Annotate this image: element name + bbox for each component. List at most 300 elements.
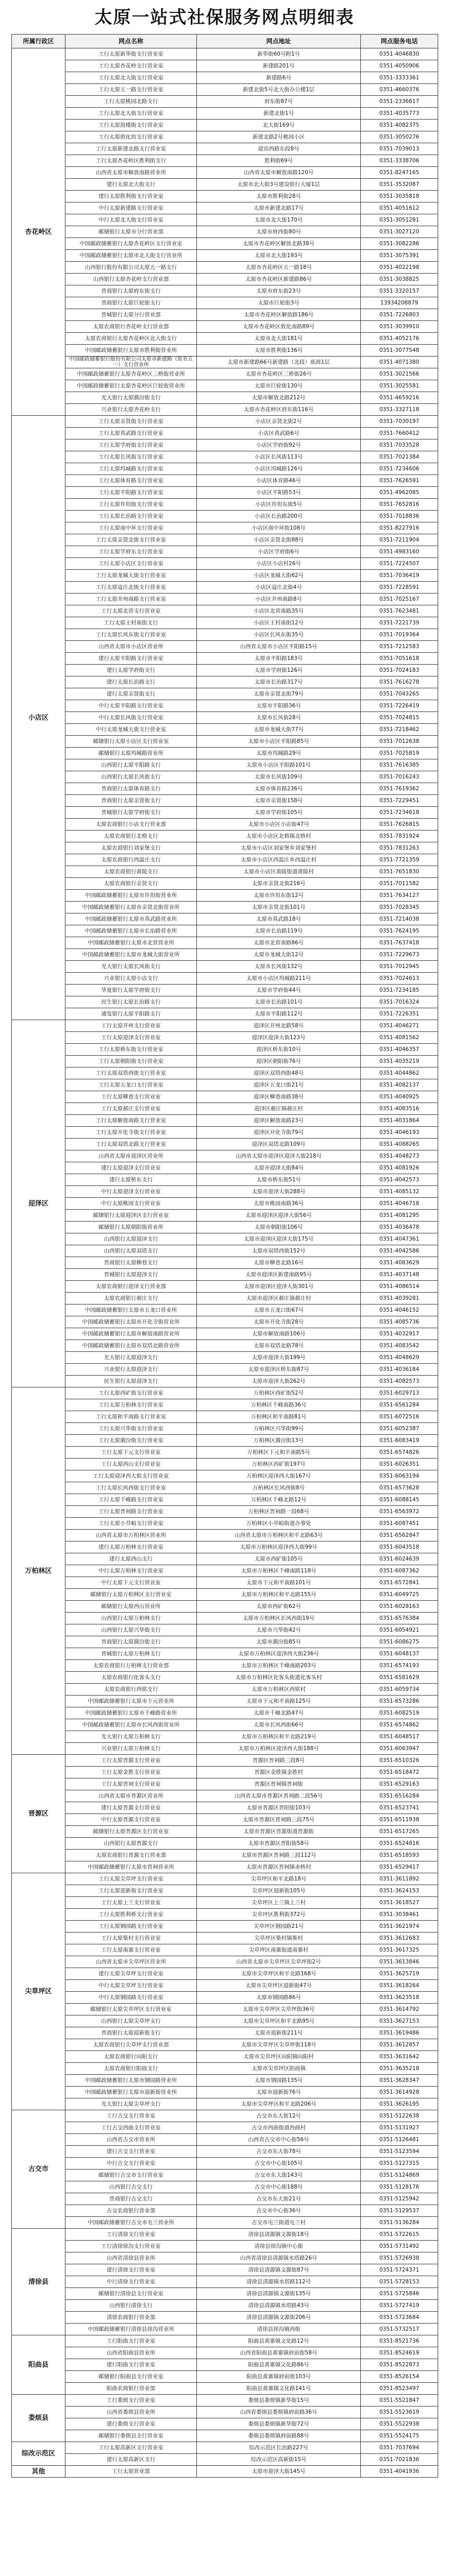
table-row [12,1293,438,1304]
outlet-phone-cell: 0351-3613846 [361,1956,438,1968]
table-row [12,2371,438,2383]
outlet-phone-cell: 0351-7011582 [361,878,438,890]
outlet-name-cell: 太原农商银行杏花岭支行营业部 [65,321,197,333]
outlet-address-cell: 太原市坞城路29号 [197,748,361,759]
outlet-address-cell: 太原市胜利街28号 [197,191,361,202]
outlet-name-cell: 工行太原桥东街支行营业室 [65,1044,197,1056]
outlet-address-cell: 太原市尖草坪区尖草坪街36号 [197,2004,361,2015]
outlet-name-cell: 建行太原亲贤街支行 [65,688,197,700]
outlet-phone-cell: 0351-3075391 [361,250,438,262]
outlet-phone-cell: 0351-6517265 [361,1826,438,1838]
outlet-phone-cell: 0351-6088145 [361,1494,438,1506]
outlet-address-cell: 太原市万柏林区化客头街道化客头村 [197,1672,361,1684]
table-row [12,558,438,570]
outlet-phone-cell: 0351-4042586 [361,1245,438,1257]
header-outlet-address: 网点地址 [197,35,361,48]
outlet-address-cell: 晋源区晋祠镇晋祠街 [197,1778,361,1790]
outlet-phone-cell: 0351-4081926 [361,1162,438,1174]
outlet-address-cell: 太原市胜利街136号 [197,345,361,357]
outlet-address-cell: 小店区平阳路53号 [197,487,361,499]
outlet-address-cell: 新华街60号附1号 [197,48,361,60]
outlet-phone-cell: 0351-6054921 [361,1624,438,1636]
outlet-address-cell: 新建路201号 [197,60,361,72]
outlet-name-cell: 工行太原兴华街支行营业室 [65,1423,197,1435]
outlet-address-cell: 太原市巨轮街130号 [197,380,361,392]
outlet-address-cell: 万柏林区小井峪街道办事处 [197,1518,361,1530]
outlet-name-cell: 中国邮政储蓄银行太原市解放南路营业所 [65,1328,197,1340]
outlet-address-cell: 太原市迎泽大街84号 [197,1162,361,1174]
outlet-name-cell: 工行太原郝庄支行营业室 [65,1103,197,1115]
outlet-name-cell: 建行太原胜利街支行营业室 [65,191,197,202]
outlet-address-cell: 太原市长风西街66号 [197,1719,361,1731]
table-row [12,72,438,84]
table-row [12,1838,438,1850]
outlet-name-cell: 兴业银行太原迎泽支行 [65,1364,197,1376]
outlet-address-cell: 清徐县清源镇文源街87号 [197,2264,361,2276]
outlet-phone-cell: 0351-7619362 [361,783,438,795]
table-row [12,854,438,866]
outlet-name-cell: 工行娄烦支行营业室 [65,2395,197,2406]
outlet-address-cell: 小店区寇庄北街4号 [197,582,361,594]
table-row [12,345,438,357]
outlet-phone-cell: 0351-4036478 [361,1222,438,1233]
outlet-address-cell: 太原市长治路101号 [197,996,361,1008]
district-cell: 晋源区 [12,1755,65,1873]
table-row [12,534,438,546]
outlet-address-cell: 山西省古交市中心街56号 [197,2134,361,2146]
outlet-phone-cell: 0351-7623481 [361,605,438,617]
table-row [12,759,438,771]
table-row [12,2063,438,2075]
outlet-address-cell: 迎泽区双塔北路109号 [197,1139,361,1150]
outlet-address-cell: 太原市兴华街42号 [197,1624,361,1636]
outlet-name-cell: 中国邮政储蓄银行古交市屯兰营业所 [65,2217,197,2229]
outlet-name-cell: 兴业银行太原杏花岭支行 [65,404,197,416]
outlet-phone-cell: 0351-3333361 [361,72,438,84]
outlet-name-cell: 中行太原晋源支行营业室 [65,1814,197,1826]
outlet-phone-cell: 0351-3025581 [361,380,438,392]
outlet-phone-cell: 0351-4086514 [361,1281,438,1293]
outlet-phone-cell: 0351-4046830 [361,48,438,60]
table-row [12,48,438,60]
outlet-address-cell: 山西省清徐县清源镇水塔路26号 [197,2252,361,2264]
outlet-phone-cell: 0351-5125942 [361,2193,438,2205]
outlet-phone-cell: 0351-6511938 [361,1814,438,1826]
table-row [12,1743,438,1755]
table-row [12,451,438,463]
outlet-address-cell: 古交市中心街188号 [197,2181,361,2193]
table-row [12,2324,438,2335]
outlet-phone-cell: 0351-5122638 [361,2110,438,2122]
outlet-phone-cell: 0351-5123594 [361,2146,438,2158]
table-row [12,748,438,759]
outlet-name-cell: 中行太原北大街支行营业室 [65,214,197,226]
outlet-name-cell: 建行太原尖草坪支行营业室 [65,1968,197,1980]
outlet-phone-cell: 0351-4048629 [361,1352,438,1364]
outlet-name-cell: 中国邮政储蓄银行太原市长风西街营业所 [65,1719,197,1731]
outlet-name-cell: 工行太原双塔北路支行营业室 [65,1139,197,1150]
table-row [12,1482,438,1494]
outlet-phone-cell: 0351-4046357 [361,1044,438,1056]
outlet-address-cell: 太原市杏花岭区解放路186号 [197,309,361,321]
outlet-phone-cell: 0351-3050276 [361,131,438,143]
outlet-name-cell: 工行太原上兰支行营业室 [65,1897,197,1909]
outlet-name-cell: 中国邮政储蓄银行股份有限公司太原市新建路（原名五一）支行营业所 [65,357,197,368]
table-row [12,1399,438,1411]
outlet-name-cell: 中国邮政储蓄银行清徐县徐沟营业所 [65,2324,197,2335]
outlet-name-cell: 工行古交西曲支行营业室 [65,2122,197,2134]
outlet-phone-cell: 0351-6028163 [361,1601,438,1613]
outlet-phone-cell: 0351-3077548 [361,345,438,357]
outlet-phone-cell: 0351-4035219 [361,1056,438,1067]
table-row [12,475,438,487]
outlet-phone-cell: 0351-3082286 [361,238,438,250]
outlet-name-cell: 建行太原平阳路支行营业室 [65,653,197,665]
outlet-phone-cell: 0351-7226351 [361,1008,438,1020]
table-row [12,676,438,688]
outlet-address-cell: 迎泽区柳巷南路38号 [197,1091,361,1103]
outlet-address-cell: 太原市迎泽区迎泽大街175号 [197,1233,361,1245]
table-header-row [12,35,438,48]
outlet-name-cell: 中国邮政储蓄银行太原市晋祠营业所 [65,1861,197,1873]
outlet-phone-cell: 0351-4046193 [361,1127,438,1139]
table-row [12,1139,438,1150]
outlet-phone-cell: 0351-7021384 [361,451,438,463]
outlet-address-cell: 迎泽区迎泽大街123号 [197,1032,361,1044]
table-row [12,617,438,629]
outlet-address-cell: 太原市万柏林区迎泽西大街236号 [197,1648,361,1660]
outlet-phone-cell: 0351-6087451 [361,1518,438,1530]
outlet-name-cell: 中国邮政储蓄银行太原市真武路营业所 [65,913,197,925]
outlet-address-cell: 古交市东大街21号 [197,2193,361,2205]
outlet-address-cell: 太原市双塔北路78号 [197,1340,361,1352]
outlet-address-cell: 小店区小店村26号 [197,558,361,570]
outlet-address-cell: 太原市万柏林区迎泽西大街188号 [197,1743,361,1755]
table-row [12,1719,438,1731]
outlet-phone-cell: 0351-7229673 [361,949,438,961]
outlet-name-cell: 山西银行太原平阳路支行 [65,759,197,771]
outlet-name-cell: 山西省太原市晋源区营业所 [65,1790,197,1802]
table-row [12,985,438,996]
outlet-address-cell: 古交市东大街12号 [197,2110,361,2122]
outlet-phone-cell: 0351-7226419 [361,700,438,712]
outlet-name-cell: 中行太原新建路支行营业室 [65,202,197,214]
table-row [12,594,438,605]
table-row [12,1530,438,1541]
outlet-phone-cell: 0351-5732517 [361,2324,438,2335]
table-row [12,1660,438,1672]
table-row [12,2264,438,2276]
outlet-phone-cell: 0351-6087362 [361,1565,438,1577]
table-row [12,1648,438,1660]
outlet-name-cell: 工行太原并州支行营业室 [65,1020,197,1032]
outlet-address-cell: 太原市巨轮街3号 [197,297,361,309]
outlet-phone-cell: 0351-7021836 [361,2454,438,2466]
outlet-phone-cell: 0351-5524175 [361,2430,438,2442]
outlet-name-cell: 中国邮政储蓄银行太原市开化寺街营业所 [65,1316,197,1328]
outlet-address-cell: 万柏林区千峰北路12号 [197,1494,361,1506]
outlet-phone-cell: 0351-6086275 [361,1636,438,1648]
table-row [12,1541,438,1553]
district-cell: 其他 [12,2466,65,2478]
outlet-phone-cell: 0351-3631642 [361,2051,438,2063]
outlet-phone-cell: 0351-4962085 [361,487,438,499]
outlet-address-cell: 太原市万柏林区千峰南路118号 [197,1565,361,1577]
outlet-phone-cell: 0351-4082137 [361,1079,438,1091]
outlet-phone-cell: 0351-6524816 [361,1838,438,1850]
outlet-phone-cell: 0351-5128176 [361,2181,438,2193]
outlet-name-cell: 工行太原杏花岭区胜利街支行 [65,155,197,167]
outlet-name-cell: 中国邮政储蓄银行太原市五龙口营业所 [65,1304,197,1316]
outlet-address-cell: 新建北路2号桃园小区 [197,131,361,143]
outlet-phone-cell: 0351-7831924 [361,831,438,842]
header-outlet-name: 网点名称 [65,35,197,48]
outlet-phone-cell: 0351-4037148 [361,1269,438,1281]
table-row [12,1873,438,1885]
outlet-name-cell: 工行太原亲贤北街支行营业室 [65,534,197,546]
table-row [12,167,438,179]
outlet-name-cell: 晋城银行太原万柏林支行 [65,1648,197,1660]
outlet-address-cell: 太原市迎泽区迎泽大街56号 [197,1210,361,1222]
outlet-address-cell: 万柏林区迎泽西大街167号 [197,1470,361,1482]
outlet-phone-cell: 0351-4081295 [361,1210,438,1222]
outlet-name-cell: 光大银行太原漪汾街支行 [65,392,197,404]
outlet-phone-cell: 0351-3027120 [361,226,438,238]
outlet-name-cell: 建行古交支行营业室 [65,2146,197,2158]
outlet-name-cell: 太原农商银行尖草坪支行营业部 [65,2039,197,2051]
outlet-address-cell: 清徐县徐沟镇中心街 [197,2241,361,2252]
outlet-address-cell: 太原市杏花岭区府东街116号 [197,404,361,416]
outlet-name-cell: 太原农商银行晋源支行营业部 [65,1850,197,1861]
outlet-address-cell: 太原市龙城大街77号 [197,724,361,736]
outlet-phone-cell: 0351-3320157 [361,285,438,297]
outlet-name-cell: 山西银行太原杏花岭支行营业部 [65,274,197,285]
outlet-name-cell: 邮储银行太原迎泽区支行营业室 [65,1210,197,1222]
outlet-address-cell: 阳曲县黄寨镇文化路141号 [197,2383,361,2395]
outlet-phone-cell: 0351-7624195 [361,925,438,937]
outlet-phone-cell: 0351-6083419 [361,1435,438,1447]
outlet-phone-cell: 0351-3619486 [361,2027,438,2039]
outlet-name-cell: 工行太原学府街支行营业室 [65,439,197,451]
outlet-address-cell: 太原市桥东街51号 [197,1174,361,1186]
table-row [12,736,438,748]
outlet-phone-cell: 0351-7224507 [361,558,438,570]
outlet-address-cell: 太原市解放北路212号 [197,392,361,404]
outlet-phone-cell: 0351-4083516 [361,1103,438,1115]
outlet-address-cell: 新建北街1号 [197,108,361,120]
table-row [12,1506,438,1518]
table-row [12,2181,438,2193]
outlet-phone-cell: 0351-7030197 [361,416,438,428]
outlet-address-cell: 太原市解放南路106号 [197,1328,361,1340]
table-row [12,1281,438,1293]
outlet-phone-cell: 0351-4659216 [361,392,438,404]
outlet-address-cell: 晋源区金胜镇金胜村 [197,1767,361,1778]
outlet-phone-cell: 0351-3532087 [361,179,438,191]
outlet-address-cell: 太原市迎泽大街262号 [197,1376,361,1387]
outlet-address-cell: 小店区长风东街35号 [197,629,361,641]
outlet-phone-cell: 0351-4082573 [361,1376,438,1387]
outlet-name-cell: 工行清徐徐沟支行营业室 [65,2241,197,2252]
outlet-name-cell: 工行太原迎泽西大街支行营业室 [65,1470,197,1482]
outlet-name-cell: 民生银行太原迎泽支行 [65,1376,197,1387]
table-row [12,1553,438,1565]
outlet-name-cell: 工行太原敦化坊支行营业室 [65,131,197,143]
outlet-phone-cell: 0351-3617325 [361,1944,438,1956]
outlet-name-cell: 中国邮政储蓄银行太原杏花岭区巨轮街营业所 [65,380,197,392]
table-row [12,1127,438,1139]
outlet-phone-cell: 0351-7025167 [361,594,438,605]
outlet-name-cell: 太原农商银行刘家堡支行 [65,842,197,854]
table-row [12,2241,438,2252]
outlet-name-cell: 清徐农商银行营业部 [65,2312,197,2324]
outlet-phone-cell: 0351-8526154 [361,2371,438,2383]
outlet-phone-cell: 0351-6574193 [361,1660,438,1672]
outlet-address-cell: 太原市学府街126号 [197,665,361,676]
outlet-name-cell: 工行太原双塔西街支行营业室 [65,1067,197,1079]
header-outlet-phone: 网点服务电话 [361,35,438,48]
outlet-phone-cell: 0351-7211904 [361,534,438,546]
outlet-phone-cell: 0351-6574826 [361,1447,438,1459]
table-row [12,2288,438,2300]
table-row [12,1340,438,1352]
outlet-name-cell: 中行古交支行营业室 [65,2158,197,2170]
outlet-name-cell: 中国邮政储蓄银行太原杏花岭区三桥街营业所 [65,368,197,380]
page-title: 太原一站式社保服务网点明细表 [94,7,355,28]
outlet-name-cell: 中行太原尖草坪支行营业室 [65,1980,197,1992]
outlet-phone-cell: 0351-3626195 [361,2098,438,2110]
table-row [12,2395,438,2406]
outlet-name-cell: 工行太原高新区支行营业室 [65,2442,197,2454]
outlet-name-cell: 工行太原迎新街支行营业室 [65,1885,197,1897]
outlet-phone-cell: 0351-7234618 [361,807,438,819]
outlet-address-cell: 太原市龙城大街12号 [197,949,361,961]
outlet-name-cell: 山西银行太原长风街支行 [65,771,197,783]
outlet-phone-cell: 0351-7036419 [361,570,438,582]
outlet-address-cell: 太原市开化寺街28号 [197,1316,361,1328]
outlet-address-cell: 太原市杏花岭区敦化南路89号 [197,321,361,333]
outlet-address-cell: 迎泽区朝阳街76号 [197,1056,361,1067]
outlet-address-cell: 迎泽区桥东街10号 [197,1044,361,1056]
outlet-address-cell: 太原市万柏林区迎泽西大街99号 [197,1541,361,1553]
table-row [12,1802,438,1814]
outlet-phone-cell: 0351-4088265 [361,1139,438,1150]
outlet-phone-cell: 0351-7234185 [361,985,438,996]
table-row [12,1767,438,1778]
table-row [12,2252,438,2264]
outlet-phone-cell: 0351-5727419 [361,2300,438,2312]
outlet-phone-cell: 0351-6024639 [361,1553,438,1565]
table-row [12,1020,438,1032]
outlet-address-cell: 小店区真武路6号 [197,428,361,439]
table-row [12,2276,438,2288]
outlet-name-cell: 中国邮政储蓄银行太原市北营营业所 [65,937,197,949]
outlet-name-cell: 晋城银行太原分行营业部 [65,309,197,321]
outlet-address-cell: 太原市学府街105号 [197,807,361,819]
outlet-name-cell: 华夏银行太原学府街支行 [65,985,197,996]
outlet-address-cell: 山西省太原市小店区平阳路15号 [197,641,361,653]
outlet-name-cell: 中行太原迎泽支行营业室 [65,1186,197,1198]
outlet-phone-cell: 0351-3618264 [361,1980,438,1992]
district-cell: 尖草坪区 [12,1873,65,2110]
outlet-address-cell: 太原市新建路66号新建路（北段）底商1层 [197,357,361,368]
table-row [12,629,438,641]
outlet-name-cell: 邮储银行太原万柏林区支行营业室 [65,1589,197,1601]
outlet-phone-cell: 0351-4081562 [361,1032,438,1044]
outlet-phone-cell: 0351-4051612 [361,202,438,214]
table-row [12,1909,438,1921]
outlet-phone-cell: 0351-7019364 [361,629,438,641]
table-row [12,2098,438,2110]
table-row [12,2454,438,2466]
table-row [12,1672,438,1684]
table-row [12,1304,438,1316]
table-row [12,925,438,937]
table-row [12,2229,438,2241]
outlet-address-cell: 晋源区晋祠路三段8号 [197,1755,361,1767]
outlet-name-cell: 山西银行清徐支行 [65,2300,197,2312]
outlet-name-cell: 中国邮政储蓄银行太原市胜利街营业所 [65,345,197,357]
outlet-name-cell: 建行太原万柏林支行营业室 [65,1541,197,1553]
outlet-name-cell: 工行太原坞城路支行营业室 [65,463,197,475]
outlet-name-cell: 中国邮政储蓄银行太原市龙城大街营业所 [65,949,197,961]
outlet-address-cell: 娄烦县娄烦镇府前路88号 [197,2430,361,2442]
outlet-phone-cell: 0351-6510326 [361,1755,438,1767]
outlet-address-cell: 迎泽区并州北路58号 [197,1020,361,1032]
outlet-name-cell: 工行太原柳巷支行营业室 [65,1091,197,1103]
outlet-address-cell: 太原市下元和平南路125号 [197,1696,361,1707]
outlet-address-cell: 太原市北营南路86号 [197,937,361,949]
outlet-phone-cell: 0351-3038461 [361,1909,438,1921]
table-row [12,1352,438,1364]
table-row [12,96,438,108]
outlet-name-cell: 工行太原下元支行营业室 [65,1447,197,1459]
outlet-name-cell: 工行太原体育路支行营业室 [65,475,197,487]
outlet-address-cell: 迎泽区五龙口街21号 [197,1079,361,1091]
outlet-name-cell: 工行太原西矿街支行营业室 [65,1387,197,1399]
outlet-phone-cell: 0351-6082519 [361,1707,438,1719]
outlet-name-cell: 工行太原新建北路支行营业室 [65,143,197,155]
table-row [12,2217,438,2229]
outlet-name-cell: 工行太原南中环支行营业室 [65,522,197,534]
outlet-phone-cell: 0351-4050906 [361,60,438,72]
outlet-phone-cell: 0351-4660376 [361,84,438,96]
outlet-name-cell: 中国邮政储蓄银行太原市亲贤北街营业所 [65,902,197,913]
outlet-name-cell: 晋商银行太原亲贤街支行 [65,795,197,807]
outlet-address-cell: 阳曲县黄寨镇文化路12号 [197,2335,361,2347]
outlet-phone-cell: 0351-4031864 [361,1115,438,1127]
table-row [12,60,438,72]
table-row [12,439,438,451]
outlet-phone-cell: 0351-6562847 [361,1530,438,1541]
outlet-phone-cell: 0351-7651830 [361,866,438,878]
table-row [12,866,438,878]
outlet-name-cell: 中行太原龙城大街支行营业室 [65,724,197,736]
outlet-phone-cell: 0351-3635218 [361,2063,438,2075]
table-row [12,1933,438,1944]
table-row [12,2110,438,2122]
outlet-name-cell: 中国邮政储蓄银行太原市钢园路营业所 [65,2075,197,2087]
outlet-name-cell: 太原农商银行小店支行营业部 [65,819,197,831]
outlet-address-cell: 尖草坪区胜利街372号 [197,1909,361,1921]
outlet-phone-cell: 0351-7616278 [361,676,438,688]
outlet-name-cell: 建行太原迎泽支行营业室 [65,1162,197,1174]
outlet-phone-cell: 0351-7637418 [361,937,438,949]
outlet-name-cell: 山西省娄烦县营业所 [65,2406,197,2418]
outlet-name-cell: 兴业银行太原万柏林支行 [65,1743,197,1755]
outlet-name-cell: 山西省太原市解放南路营业所 [65,167,197,179]
outlet-name-cell: 工行太原长风街支行营业室 [65,451,197,463]
